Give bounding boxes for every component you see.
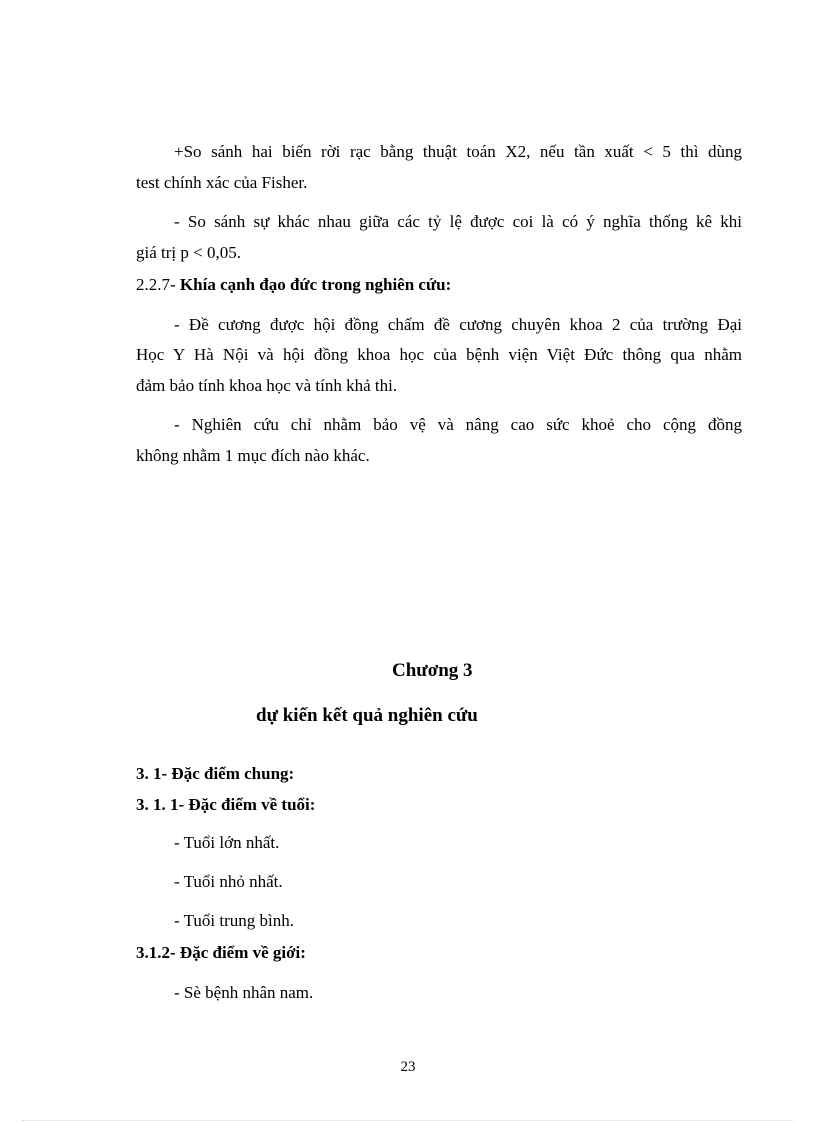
- page-number: 23: [400, 1059, 416, 1075]
- chapter-subtitle: dự kiến kết quả nghiên cứu: [256, 705, 478, 726]
- paragraph-line: giá trị p < 0,05.: [136, 243, 241, 262]
- paragraph-line: - Đề cương được hội đồng chấm đề cương chuyên khoa 2 của trường Đại: [174, 315, 742, 334]
- section-title: Khía cạnh đạo đức trong nghiên cứu:: [179, 275, 452, 294]
- paragraph-line: +So sánh hai biến rời rạc bằng thuật toán X2, nếu tần xuất < 5 thì dùng: [174, 142, 742, 161]
- section-heading: [136, 275, 742, 295]
- section-title: Đặc điểm về tuổi:: [188, 795, 316, 814]
- paragraph-line: test chính xác của Fisher.: [136, 173, 308, 192]
- section-heading: [136, 764, 742, 784]
- paragraph-line: Học Y Hà Nội và hội đồng khoa học của bệnh viện Việt Đức thông qua nhằm: [136, 345, 742, 364]
- section-heading: [136, 943, 742, 963]
- section-title: Đặc điểm về giới:: [179, 943, 306, 962]
- paragraph-line: - Nghiên cứu chỉ nhằm bảo vệ và nâng cao sức khoẻ cho cộng đồng: [174, 415, 742, 434]
- paragraph-line: đảm bảo tính khoa học và tính khả thi.: [136, 376, 398, 395]
- list-item: - Tuổi trung bình.: [174, 911, 294, 930]
- paragraph-line: không nhằm 1 mục đích nào khác.: [136, 446, 370, 465]
- list-item: - Tuổi lớn nhất.: [174, 833, 280, 852]
- list-item: - Tuổi nhỏ nhất.: [174, 872, 283, 891]
- paragraph-line: - So sánh sự khác nhau giữa các tỷ lệ được coi là có ý nghĩa thống kê khi: [174, 212, 742, 231]
- chapter-title: Chương 3: [392, 660, 473, 681]
- section-title: Đặc điểm chung:: [171, 764, 295, 783]
- section-number: 3. 1-: [136, 764, 168, 783]
- section-number: 2.2.7-: [136, 275, 176, 294]
- section-heading: [136, 795, 742, 815]
- page-bottom-border: [22, 1120, 794, 1121]
- list-item: - Sè bệnh nhân nam.: [174, 983, 314, 1002]
- section-number: 3. 1. 1-: [136, 795, 185, 814]
- section-number: 3.1.2-: [136, 943, 176, 962]
